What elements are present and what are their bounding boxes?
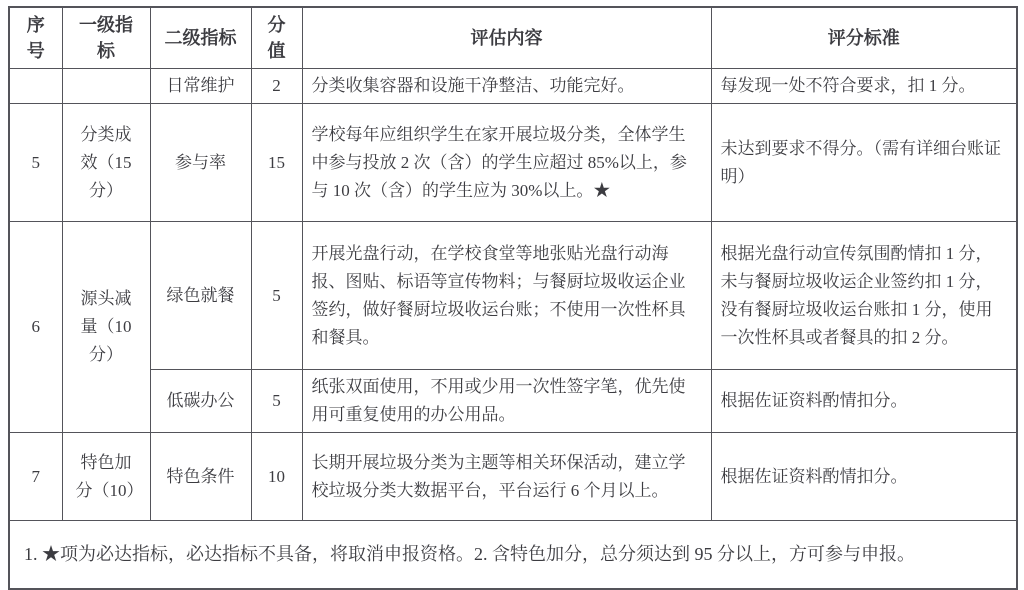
cell-score: 5 [251, 222, 302, 370]
footnote-row [9, 521, 1017, 589]
cell-scoring-criteria: 每发现一处不符合要求，扣 1 分。 [711, 69, 1017, 104]
header-row [9, 7, 1017, 69]
cell-level2-indicator: 低碳办公 [150, 370, 251, 433]
cell-serial: 7 [9, 433, 62, 521]
cell-level2-indicator: 参与率 [150, 104, 251, 222]
cell-evaluation-content: 纸张双面使用，不用或少用一次性签字笔，优先使用可重复使用的办公用品。 [302, 370, 711, 433]
col-header-level2-indicator: 二级指标 [150, 7, 251, 69]
cell-scoring-criteria: 根据佐证资料酌情扣分。 [711, 370, 1017, 433]
cell-scoring-criteria: 未达到要求不得分。（需有详细台账证明） [711, 104, 1017, 222]
row-green-dining [9, 222, 1017, 370]
footnote-text: 1. ★项为必达指标，必达指标不具备，将取消申报资格。2. 含特色加分，总分须达到 95 分以上，方可参与申报。 [9, 521, 1017, 589]
cell-evaluation-content: 长期开展垃圾分类为主题等相关环保活动，建立学校垃圾分类大数据平台，平台运行 6 个月以上。 [302, 433, 711, 521]
cell-scoring-criteria: 根据光盘行动宣传氛围酌情扣 1 分，未与餐厨垃圾收运企业签约扣 1 分，没有餐厨垃圾收运台账扣 1 分，使用一次性杯具或者餐具的扣 2 分。 [711, 222, 1017, 370]
cell-serial: 5 [9, 104, 62, 222]
cell-score: 15 [251, 104, 302, 222]
cell-level1-indicator [62, 69, 150, 104]
cell-evaluation-content: 学校每年应组织学生在家开展垃圾分类，全体学生中参与投放 2 次（含）的学生应超过 85%以上，参与 10 次（含）的学生应为 30%以上。★ [302, 104, 711, 222]
row-low-carbon-office [9, 370, 1017, 433]
col-header-score: 分值 [251, 7, 302, 69]
cell-evaluation-content: 开展光盘行动，在学校食堂等地张贴光盘行动海报、图贴、标语等宣传物料；与餐厨垃圾收运企业签约，做好餐厨垃圾收运台账；不使用一次性杯具和餐具。 [302, 222, 711, 370]
cell-serial: 6 [9, 222, 62, 433]
cell-scoring-criteria: 根据佐证资料酌情扣分。 [711, 433, 1017, 521]
cell-score: 2 [251, 69, 302, 104]
cell-score: 10 [251, 433, 302, 521]
cell-serial [9, 69, 62, 104]
row-daily-maintenance [9, 69, 1017, 104]
cell-level2-indicator: 日常维护 [150, 69, 251, 104]
col-header-level1-indicator: 一级指标 [62, 7, 150, 69]
evaluation-table [8, 6, 1018, 590]
cell-level1-indicator: 特色加分（10） [62, 433, 150, 521]
evaluation-sheet [8, 6, 1016, 590]
cell-level1-indicator: 源头减量（10分） [62, 222, 150, 433]
cell-level2-indicator: 绿色就餐 [150, 222, 251, 370]
row-participation-rate [9, 104, 1017, 222]
row-special-bonus [9, 433, 1017, 521]
cell-score: 5 [251, 370, 302, 433]
col-header-evaluation-content: 评估内容 [302, 7, 711, 69]
cell-evaluation-content: 分类收集容器和设施干净整洁、功能完好。 [302, 69, 711, 104]
col-header-scoring-criteria: 评分标准 [711, 7, 1017, 69]
col-header-serial: 序号 [9, 7, 62, 69]
cell-level2-indicator: 特色条件 [150, 433, 251, 521]
cell-level1-indicator: 分类成效（15分） [62, 104, 150, 222]
